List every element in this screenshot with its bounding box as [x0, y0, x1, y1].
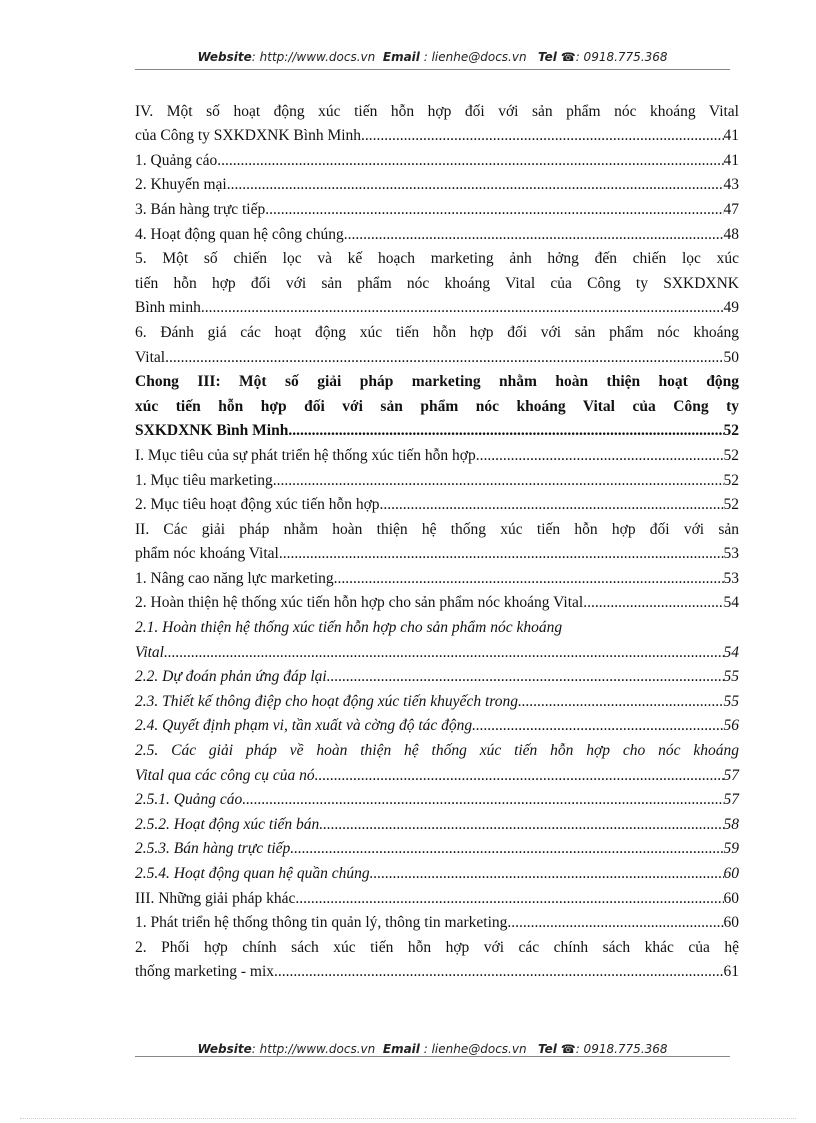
- toc-leader-dots: [299, 890, 723, 908]
- footer-tel-value: : 0918.775.368: [575, 1042, 668, 1056]
- table-of-contents: [135, 96, 739, 981]
- toc-line: [135, 293, 739, 318]
- toc-line: [135, 342, 739, 367]
- toc-entry-text: 2.1. Hoàn thiện hệ thống xúc tiến hỗn hợp cho sản phẩm nóc khoáng: [135, 619, 563, 637]
- toc-entry-text: 1. Nâng cao năng lực marketing: [135, 569, 334, 587]
- toc-page-number: 41: [723, 127, 739, 145]
- toc-leader-dots: [327, 668, 724, 686]
- toc-entry-text: Vital qua các công cụ của nó: [135, 766, 315, 784]
- toc-leader-dots: [361, 127, 723, 145]
- toc-line: [135, 932, 739, 957]
- toc-entry-text: phẩm nóc khoáng Vital: [135, 545, 279, 563]
- toc-entry-text: thống marketing - mix: [135, 963, 275, 981]
- toc-page-number: 60: [723, 914, 739, 932]
- toc-leader-dots: [380, 496, 724, 514]
- toc-line: [135, 170, 739, 195]
- toc-entry-text: Vital: [135, 348, 166, 366]
- toc-leader-dots: [518, 693, 724, 711]
- toc-page-number: 55: [723, 668, 739, 686]
- toc-entry-text: Chong III: Một số giải pháp marketing nhằm hoàn thiện hoạt động: [135, 373, 739, 391]
- toc-line: [135, 563, 739, 588]
- toc-entry-text: 2.5.3. Bán hàng trực tiếp: [135, 840, 291, 858]
- toc-entry-text: 3. Bán hàng trực tiếp: [135, 200, 266, 218]
- toc-line: [135, 194, 739, 219]
- toc-entry-text: 1. Mục tiêu marketing: [135, 471, 273, 489]
- toc-entry-text: 2. Khuyến mại: [135, 176, 227, 194]
- toc-entry-text: 5. Một số chiến lọc và kế hoạch marketing ảnh hởng đến chiến lọc xúc: [135, 250, 739, 268]
- toc-entry-text: III. Những giải pháp khác.: [135, 889, 300, 907]
- toc-leader-dots: [165, 349, 723, 367]
- toc-leader-dots: [315, 767, 724, 785]
- toc-line: [135, 834, 739, 859]
- phone-icon: ☎: [560, 1042, 576, 1056]
- toc-leader-dots: [507, 914, 723, 932]
- toc-page-number: 55: [723, 692, 739, 710]
- toc-entry-text: 2.5.2. Hoạt động xúc tiến bán: [135, 815, 320, 833]
- toc-leader-dots: [279, 545, 724, 563]
- toc-entry-text: IV. Một số hoạt động xúc tiến hỗn hợp đối với sản phẩm nóc khoáng Vital: [135, 102, 739, 120]
- toc-line: [135, 908, 739, 933]
- toc-line: [135, 711, 739, 736]
- toc-line: [135, 244, 739, 269]
- toc-line: [135, 539, 739, 564]
- toc-entry-text: Vital: [135, 643, 164, 661]
- toc-entry-text: 6. Đánh giá các hoạt động xúc tiến hỗn hợp đối với sản phẩm nóc khoáng: [135, 323, 739, 341]
- toc-page-number: 47: [723, 200, 739, 218]
- toc-line: [135, 440, 739, 465]
- toc-line: [135, 785, 739, 810]
- toc-line: [135, 317, 739, 342]
- toc-entry-text: 1. Quảng cáo: [135, 151, 218, 169]
- toc-line: [135, 637, 739, 662]
- toc-leader-dots: [164, 644, 724, 662]
- toc-entry-text: xúc tiến hỗn hợp đối với sản phẩm nóc khoáng Vital của Công ty: [135, 397, 739, 415]
- toc-line: [135, 735, 739, 760]
- toc-line: [135, 809, 739, 834]
- toc-entry-text: I. Mục tiêu của sự phát triển hệ thống xúc tiến hỗn hợp: [135, 446, 476, 464]
- toc-entry-text: 1. Phát triển hệ thống thông tin quản lý, thông tin marketing: [135, 914, 508, 932]
- toc-line: [135, 465, 739, 490]
- toc-page-number: 57: [723, 766, 739, 784]
- toc-entry-text: 2.5.4. Hoạt động quan hệ quần chúng: [135, 865, 370, 882]
- toc-page-number: 52: [723, 496, 739, 514]
- header-website-value: : http://www.docs.vn: [251, 50, 376, 64]
- toc-line: [135, 686, 739, 711]
- toc-line: [135, 612, 739, 637]
- toc-line: [135, 416, 739, 441]
- toc-entry-text: 2. Phối hợp chính sách xúc tiến hỗn hợp với các chính sách khác của hệ: [135, 938, 739, 956]
- toc-line: [135, 391, 739, 416]
- toc-leader-dots: [242, 791, 723, 809]
- toc-line: [135, 145, 739, 170]
- toc-line: [135, 514, 739, 539]
- page-header: [135, 50, 730, 64]
- toc-page-number: 61: [723, 963, 739, 981]
- toc-entry-text: II. Các giải pháp nhằm hoàn thiện hệ thống xúc tiến hỗn hợp đối với sản: [135, 520, 739, 538]
- toc-leader-dots: [370, 865, 724, 883]
- toc-page-number: 57: [723, 791, 739, 809]
- header-tel-label: Tel: [538, 50, 557, 64]
- header-email-value: : lienhe@docs.vn: [423, 50, 527, 64]
- header-divider: [135, 69, 730, 70]
- toc-line: [135, 957, 739, 982]
- header-tel-value: : 0918.775.368: [575, 50, 668, 64]
- page-edge-dots: [20, 1118, 796, 1119]
- toc-line: [135, 588, 739, 613]
- toc-page-number: 53: [723, 569, 739, 587]
- toc-leader-dots: [274, 963, 723, 981]
- toc-line: [135, 490, 739, 515]
- toc-page-number: 52: [723, 446, 739, 464]
- toc-line: [135, 96, 739, 121]
- toc-leader-dots: [288, 422, 723, 440]
- toc-leader-dots: [290, 840, 723, 858]
- toc-leader-dots: [273, 472, 724, 490]
- footer-email-label: Email: [382, 1042, 420, 1056]
- toc-page-number: 56: [723, 717, 739, 735]
- toc-page-number: 53: [723, 545, 739, 563]
- toc-entry-text: 2.3. Thiết kế thông điệp cho hoạt động xúc tiến khuyếch trong: [135, 692, 518, 710]
- toc-entry-text: 2. Mục tiêu hoạt động xúc tiến hỗn hợp: [135, 496, 380, 514]
- toc-entry-text: 2.5. Các giải pháp về hoàn thiện hệ thống xúc tiến hỗn hợp cho nóc khoáng: [135, 742, 739, 760]
- toc-line: [135, 121, 739, 146]
- toc-entry-text: 2. Hoàn thiện hệ thống xúc tiến hỗn hợp cho sản phẩm nóc khoáng Vital: [135, 594, 584, 612]
- toc-entry-text: 4. Hoạt động quan hệ công chúng: [135, 225, 344, 243]
- toc-page-number: 49: [723, 299, 739, 317]
- toc-entry-text: 2.5.1. Quảng cáo: [135, 791, 243, 809]
- header-website-label: Website: [197, 50, 252, 64]
- toc-leader-dots: [227, 176, 724, 194]
- footer-email-value: : lienhe@docs.vn: [423, 1042, 527, 1056]
- toc-page-number: 54: [723, 594, 739, 612]
- toc-entry-text: 2.2. Dự đoán phản ứng đáp lại: [135, 668, 327, 686]
- toc-page-number: 60: [723, 889, 739, 907]
- toc-line: [135, 268, 739, 293]
- footer-tel-label: Tel: [538, 1042, 557, 1056]
- toc-leader-dots: [217, 152, 723, 170]
- toc-page-number: 58: [723, 815, 739, 833]
- toc-page-number: 48: [723, 225, 739, 243]
- toc-entry-text: SXKDXNK Bình Minh: [135, 422, 289, 440]
- toc-line: [135, 662, 739, 687]
- phone-icon: ☎: [560, 50, 576, 64]
- toc-page-number: 59: [723, 840, 739, 858]
- toc-line: [135, 367, 739, 392]
- toc-line: [135, 219, 739, 244]
- toc-entry-text: của Công ty SXKDXNK Bình Minh: [135, 127, 362, 145]
- toc-leader-dots: [344, 226, 724, 244]
- toc-line: [135, 760, 739, 785]
- footer-website-value: : http://www.docs.vn: [251, 1042, 376, 1056]
- toc-page-number: 54: [723, 643, 739, 661]
- toc-line: [135, 858, 739, 883]
- toc-leader-dots: [476, 447, 724, 465]
- header-email-label: Email: [382, 50, 420, 64]
- toc-leader-dots: [472, 717, 723, 735]
- toc-line: [135, 883, 739, 908]
- footer-divider: [135, 1056, 730, 1057]
- toc-entry-text: 2.4. Quyết định phạm vi, tần xuất và cờng độ tác động: [135, 717, 473, 735]
- page-footer: [135, 1042, 730, 1056]
- toc-page-number: 41: [723, 151, 739, 169]
- toc-entry-text: tiến hỗn hợp đối với sản phẩm nóc khoáng Vital của Công ty SXKDXNK: [135, 274, 739, 292]
- footer-website-label: Website: [197, 1042, 252, 1056]
- toc-leader-dots: [319, 816, 723, 834]
- toc-page-number: 60: [723, 865, 739, 882]
- toc-leader-dots: [334, 570, 724, 588]
- toc-page-number: 50: [723, 348, 739, 366]
- toc-entry-text: Bình minh.: [135, 299, 205, 317]
- toc-page-number: 52: [723, 422, 739, 440]
- toc-leader-dots: [265, 201, 723, 219]
- toc-leader-dots: [205, 299, 724, 317]
- toc-leader-dots: [583, 594, 723, 612]
- toc-page-number: 52: [723, 471, 739, 489]
- toc-page-number: 43: [723, 176, 739, 194]
